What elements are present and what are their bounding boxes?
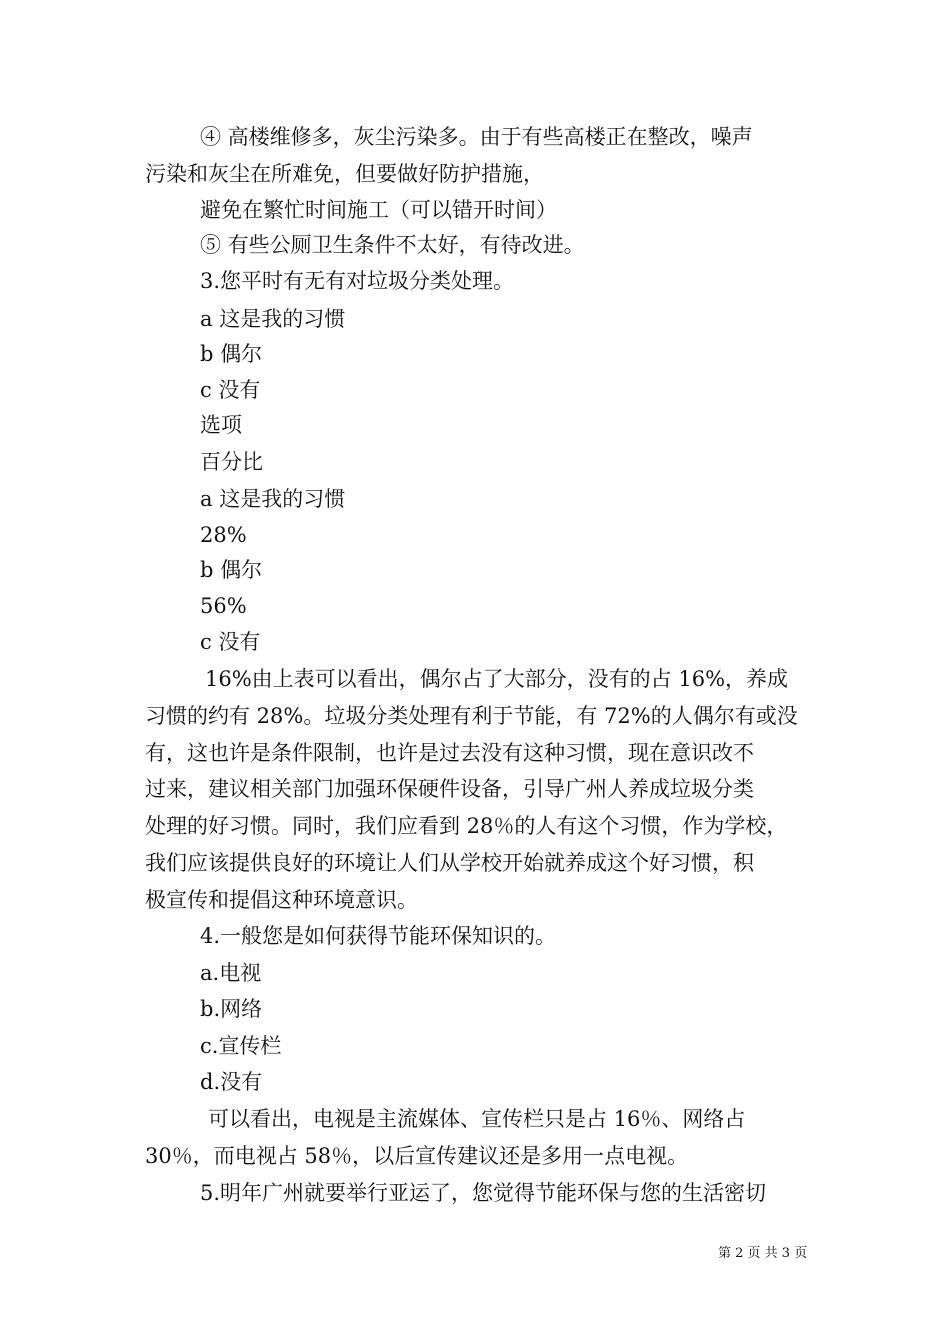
table-cell: a 这是我的习惯 bbox=[200, 487, 346, 511]
paragraph-line: 极宣传和提倡这种环境意识。 bbox=[145, 888, 418, 912]
table-cell: 56% bbox=[200, 594, 247, 618]
paragraph-line: 处理的好习惯。同时，我们应看到 28％的人有这个习惯，作为学校， bbox=[145, 814, 788, 838]
option-item: b.网络 bbox=[200, 997, 263, 1021]
paragraph-line: 过来，建议相关部门加强环保硬件设备，引导广州人养成垃圾分类 bbox=[145, 777, 754, 801]
paragraph-line: 习惯的约有 28%。垃圾分类处理有利于节能，有 72%的人偶尔有或没 bbox=[145, 704, 798, 728]
paragraph-line: ⑤ 有些公厕卫生条件不太好，有待改进。 bbox=[200, 233, 585, 257]
question-heading: 4.一般您是如何获得节能环保知识的。 bbox=[200, 924, 557, 948]
table-header-cell: 选项 bbox=[200, 413, 242, 437]
option-item: a.电视 bbox=[200, 961, 262, 985]
paragraph-line: 30％，而电视占 58％，以后宣传建议还是多用一点电视。 bbox=[145, 1144, 689, 1168]
paragraph-line: 有，这也许是条件限制，也许是过去没有这种习惯，现在意识改不 bbox=[145, 741, 754, 765]
paragraph-line: 我们应该提供良好的环境让人们从学校开始就养成这个好习惯，积 bbox=[145, 851, 754, 875]
question-heading: 5.明年广州就要举行亚运了，您觉得节能环保与您的生活密切 bbox=[200, 1181, 767, 1205]
table-cell: b 偶尔 bbox=[200, 558, 263, 582]
paragraph-line: 可以看出，电视是主流媒体、宣传栏只是占 16％、网络占 bbox=[208, 1107, 746, 1131]
paragraph-line: 污染和灰尘在所难免，但要做好防护措施， bbox=[145, 162, 544, 186]
paragraph-line: 避免在繁忙时间施工（可以错开时间） bbox=[200, 198, 557, 222]
option-item: b 偶尔 bbox=[200, 342, 263, 366]
table-cell: c 没有 bbox=[200, 630, 261, 654]
question-heading: 3.您平时有无有对垃圾分类处理。 bbox=[200, 269, 515, 293]
table-cell: 28% bbox=[200, 523, 247, 547]
option-item: a 这是我的习惯 bbox=[200, 307, 346, 331]
paragraph-line: 16%由上表可以看出，偶尔占了大部分，没有的占 16%，养成 bbox=[205, 667, 789, 691]
paragraph-line: ④ 高楼维修多，灰尘污染多。由于有些高楼正在整改，噪声 bbox=[200, 125, 753, 149]
page-number-footer: 第 2 页 共 3 页 bbox=[718, 1246, 808, 1261]
option-item: d.没有 bbox=[200, 1070, 263, 1094]
table-header-cell: 百分比 bbox=[200, 450, 263, 474]
option-item: c 没有 bbox=[200, 378, 261, 402]
option-item: c.宣传栏 bbox=[200, 1034, 282, 1058]
